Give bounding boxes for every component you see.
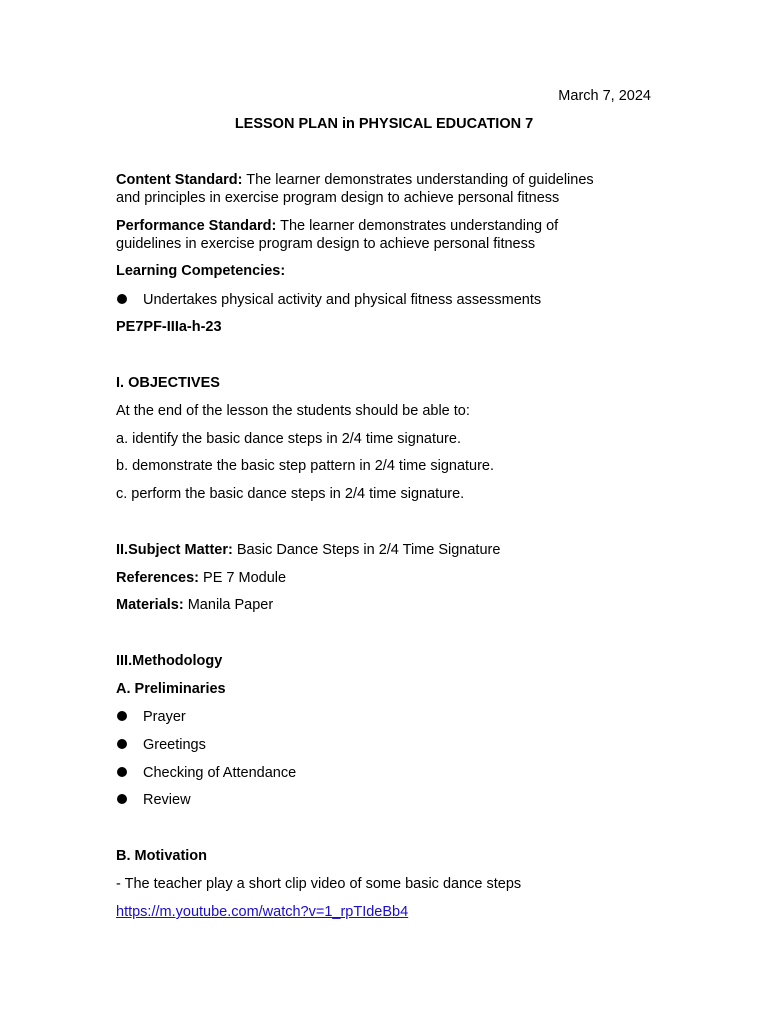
performance-standard-text1: The learner demonstrates understanding of: [276, 218, 559, 234]
performance-standard-line2: guidelines in exercise program design to achieve personal fitness: [116, 236, 536, 252]
preliminary-item-greetings: Greetings: [143, 737, 206, 753]
content-standard-text1: The learner demonstrates understanding of guidelines: [242, 172, 594, 188]
bullet-icon: [117, 294, 127, 304]
document-title: LESSON PLAN in PHYSICAL EDUCATION 7: [234, 116, 534, 132]
learning-competencies-label: Learning Competencies:: [116, 263, 286, 279]
objective-item-b: b. demonstrate the basic step pattern in 2/4 time signature.: [116, 458, 495, 474]
competency-code: PE7PF-IIIa-h-23: [116, 319, 222, 335]
subject-matter-value: Basic Dance Steps in 2/4 Time Signature: [232, 542, 501, 558]
materials: [116, 596, 273, 614]
preliminary-item-prayer: Prayer: [143, 709, 186, 725]
bullet-icon: [117, 739, 127, 749]
materials-label: Materials:: [116, 597, 184, 613]
document-date: March 7, 2024: [558, 88, 651, 104]
references: [116, 569, 286, 587]
objectives-heading: I. OBJECTIVES: [116, 375, 220, 391]
bullet-icon: [117, 767, 127, 777]
objectives-intro: At the end of the lesson the students should be able to:: [116, 403, 470, 419]
objective-item-a: a. identify the basic dance steps in 2/4 time signature.: [116, 431, 461, 447]
methodology-heading: III.Methodology: [116, 653, 223, 669]
references-label: References:: [116, 570, 200, 586]
preliminary-item-attendance: Checking of Attendance: [143, 765, 297, 781]
performance-standard-line1: [116, 217, 558, 235]
motivation-heading: B. Motivation: [116, 848, 208, 864]
preliminary-item-review: Review: [143, 792, 191, 808]
motivation-text: - The teacher play a short clip video of some basic dance steps: [116, 876, 522, 892]
performance-standard-label: Performance Standard:: [116, 218, 277, 234]
video-link[interactable]: https://m.youtube.com/watch?v=1_rpTIdeBb4: [116, 904, 409, 920]
bullet-icon: [117, 711, 127, 721]
objective-item-c: c. perform the basic dance steps in 2/4 time signature.: [116, 486, 465, 502]
subject-matter: [116, 541, 500, 559]
subject-matter-label: II.Subject Matter:: [116, 542, 233, 558]
bullet-icon: [117, 794, 127, 804]
content-standard-label: Content Standard:: [116, 172, 243, 188]
content-standard-line1: [116, 171, 594, 189]
competency-item: Undertakes physical activity and physical fitness assessments: [143, 292, 542, 308]
materials-value: Manila Paper: [183, 597, 274, 613]
content-standard-line2: and principles in exercise program design to achieve personal fitness: [116, 190, 560, 206]
preliminaries-heading: A. Preliminaries: [116, 681, 226, 697]
references-value: PE 7 Module: [199, 570, 287, 586]
